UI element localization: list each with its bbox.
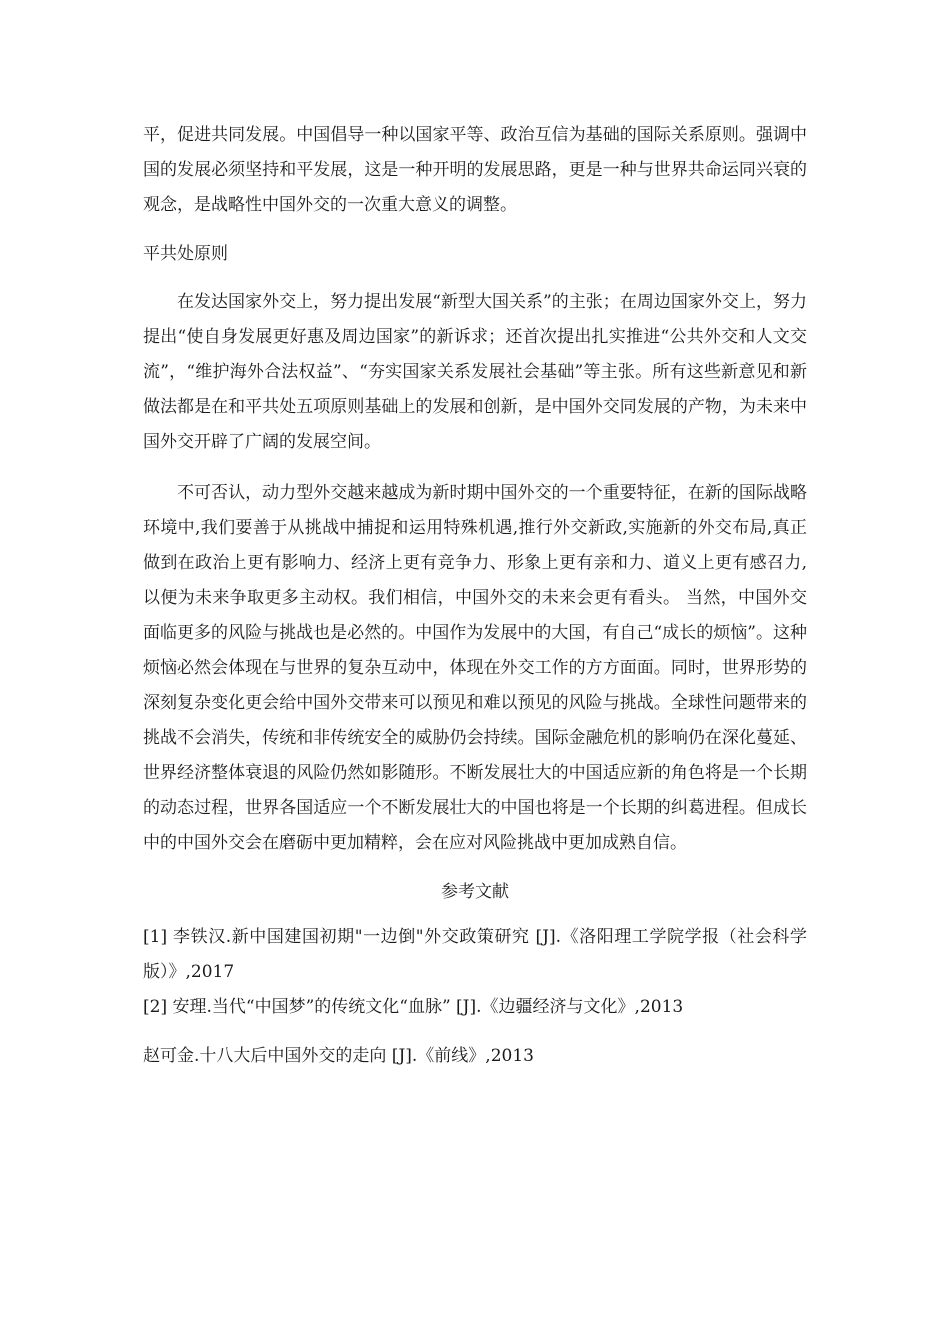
- section-heading: 平共处原则: [143, 244, 228, 264]
- reference-list: [143, 920, 807, 1074]
- body-paragraph-3: 不可否认，动力型外交越来越成为新时期中国外交的一个重要特征，在新的国际战略环境中,我们要善于从挑战中捕捉和运用特殊机遇,推行外交新政,实施新的外交布局,真正做到在政治上更有影响力、经济上更有竞争力、形象上更有亲和力、道义上更有感召力,以便为未来争取更多主动权。我们相信，中国外交的未来会更有看头。 当然，中国外交面临更多的风险与挑战也是必然的。中国作为发展中的大国，有自己“成长的烦恼”。这种烦恼必然会体现在与世界的复杂互动中，体现在外交工作的方方面面。同时，世界形势的深刻复杂变化更会给中国外交带来可以预见和难以预见的风险与挑战。全球性问题带来的挑战不会消失，传统和非传统安全的威胁仍会持续。国际金融危机的影响仍在深化蔓延、世界经济整体衰退的风险仍然如影随形。不断发展壮大的中国适应新的角色将是一个长期的动态过程，世界各国适应一个不断发展壮大的中国也将是一个长期的纠葛进程。但成长中的中国外交会在磨砺中更加精粹，会在应对风险挑战中更加成熟自信。: [143, 483, 807, 853]
- reference-item: 赵可金.十八大后中国外交的走向 [J].《前线》,2013: [143, 1046, 534, 1066]
- references-title: 参考文献: [441, 882, 509, 902]
- reference-item: [1] 李铁汉.新中国建国初期"一边倒"外交政策研究 [J].《洛阳理工学院学报（社会科学版）》,2017: [143, 927, 807, 982]
- intro-paragraph: 平，促进共同发展。中国倡导一种以国家平等、政治互信为基础的国际关系原则。强调中国的发展必须坚持和平发展，这是一种开明的发展思路，更是一种与世界共命运同兴衰的观念，是战略性中国外交的一次重大意义的调整。: [143, 125, 807, 215]
- body-paragraph-2: 在发达国家外交上，努力提出发展“新型大国关系”的主张；在周边国家外交上，努力提出“使自身发展更好惠及周边国家”的新诉求；还首次提出扎实推进“公共外交和人文交流”，“维护海外合法权益”、“夯实国家关系发展社会基础”等主张。所有这些新意见和新做法都是在和平共处五项原则基础上的发展和创新，是中国外交同发展的产物，为未来中国外交开辟了广阔的发展空间。: [143, 292, 807, 452]
- document-page: [143, 118, 807, 1074]
- reference-item: [2] 安理.当代“中国梦”的传统文化“血脉” [J].《边疆经济与文化》,2013: [143, 997, 684, 1017]
